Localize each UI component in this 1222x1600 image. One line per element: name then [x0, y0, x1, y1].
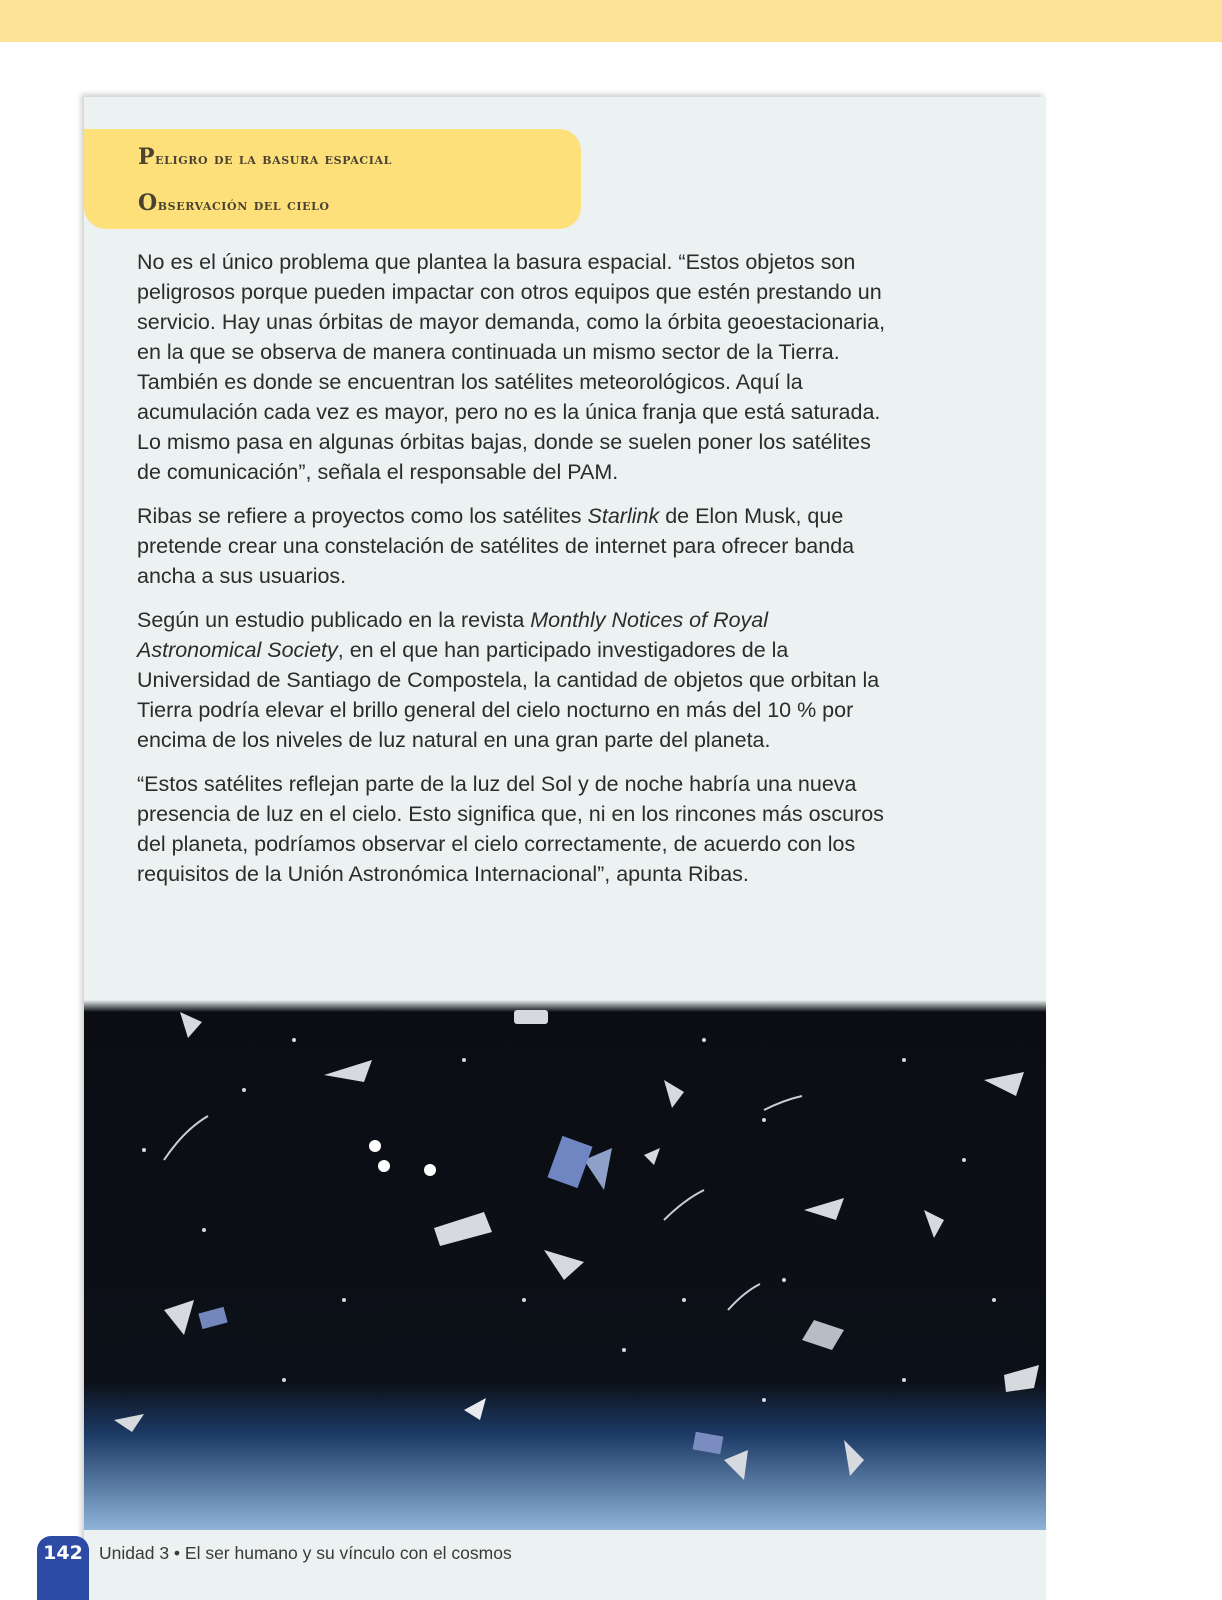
space-debris-scene [84, 1000, 1046, 1530]
page-number: 142 [43, 1542, 83, 1564]
section-title: Peligro de la basura espacial [138, 144, 392, 170]
paragraph-4: “Estos satélites reflejan parte de la luz del Sol y de noche habría una nueva presencia de luz en el cielo. Esto significa que, ni en los rincones más oscuros del planeta, podríamos observar el cielo correctamente, de acuerdo con los requisitos de la Unión Astronómica Internacional”, apunta Ribas. [137, 772, 884, 886]
article-body [137, 247, 897, 903]
unit-footer-label: Unidad 3 • El ser humano y su vínculo con el cosmos [99, 1543, 512, 1563]
paragraph-3 [137, 605, 897, 755]
journal-name-italic: Monthly Notices of Royal Astronomical Society [137, 608, 769, 662]
paragraph-2 [137, 501, 897, 591]
section-title-box [84, 129, 581, 229]
paragraph-2-text-a: Ribas se refiere a proyectos como los satélites [137, 504, 588, 528]
section-subtitle: Observación del cielo [138, 190, 330, 216]
paragraph-1: No es el único problema que plantea la basura espacial. “Estos objetos son peligrosos porque pueden impactar con otros equipos que estén prestando un servicio. Hay unas órbitas de mayor demanda, como la órbita geoestacionaria, en la que se observa de manera continuada un mismo sector de la Tierra. También es donde se encuentran los satélites meteorológicos. Aquí la acumulación cada vez es mayor, pero no es la única franja que está saturada. Lo mismo pasa en algunas órbitas bajas, donde se suelen poner los satélites de comunicación”, señala el responsable del PAM. [137, 250, 886, 484]
paragraph-3-text-a: Según un estudio publicado en la revista [137, 608, 531, 632]
paragraph-2-text-b: de Elon Musk, que pretende crear una constelación de satélites de internet para ofrecer banda ancha a sus usuarios. [137, 504, 855, 588]
page-number-tab [37, 1536, 89, 1600]
space-debris-illustration [84, 1000, 1046, 1530]
starlink-italic: Starlink [587, 504, 660, 528]
top-color-band [0, 0, 1222, 42]
paragraph-3-text-b: , en el que han participado investigadores de la Universidad de Santiago de Compostela, la cantidad de objetos que orbitan la Tierra podría elevar el brillo general del cielo nocturno en más del 10 % por encima de los niveles de luz natural en una gran parte del planeta. [137, 638, 880, 752]
